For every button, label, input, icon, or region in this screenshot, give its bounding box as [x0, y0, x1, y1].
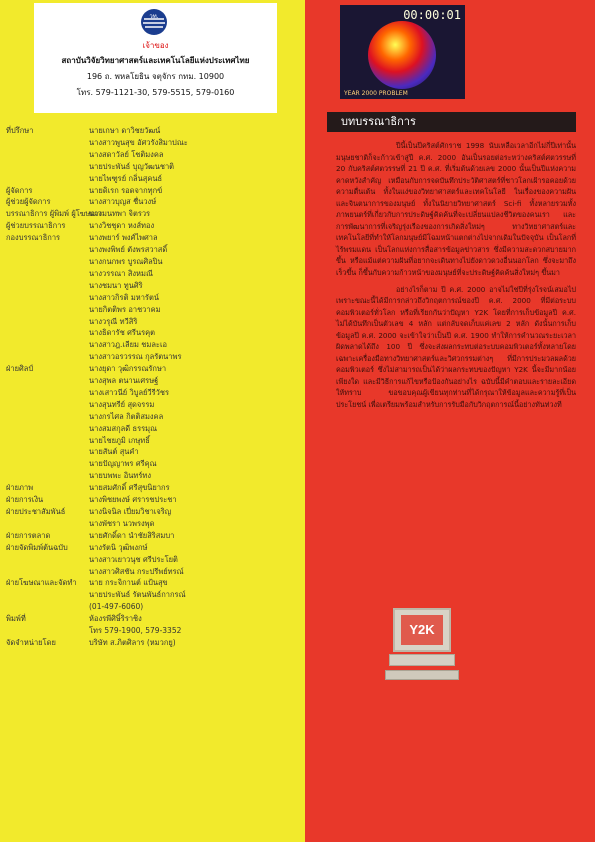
staff-name: นายสมศักดิ์ ศรีสุขนิยากร [89, 483, 170, 493]
staff-row [6, 637, 301, 649]
staff-row [6, 566, 301, 578]
staff-row [6, 387, 301, 399]
staff-row [6, 554, 301, 566]
editorial-paragraph: อย่างไรก็ตาม ปี ค.ศ. 2000 อาจไม่ใช่ปีที่รุ่งโรจน์เสมอไป เพราะขณะนี้ได้มีการกล่าวถึงวิกฤตการณ์ของปี ค.ศ. 2000 ที่มีต่อระบบคอมพิวเตอร์ทั่วโลก หรือที่เรียกกันว่าปัญหา Y2K โดยที่การเก็บข้อมูลปี ค.ศ. ไม่ได้บันทึกเป็นตัวเลข 4 หลัก แต่กลับจดเก็บแค่เลข 2 หลัก ดังนั้นการเก็บข้อมูลปี ค.ศ. 2000 จะเข้าใจว่าเป็นปี ค.ศ. 1900 ทำให้การคำนวณระยะเวลาผิดพลาดได้ถึง 100 ปี ซึ่งจะส่งผลกระทบต่อระบบคอมพิวเตอร์ทั้งหลายโดยเฉพาะเครื่องมือทางวิทยาศาสตร์และวิศวกรรมต่างๆ ที่มีการประมวลผลด้วยคอมพิวเตอร์ ซึ่งไม่สามารถเป็นได้ว่าผลกระทบของปัญหา Y2K นี้จะมีมากน้อยเพียงใด และมีวิธีการแก้ไขหรือป้องกันอย่างไร ฉบับนี้มีคำตอบและรายละเอียดให้ทราบ ขอขอบคุณผู้เขียนทุกท่านที่ได้กรุณาให้ข้อมูลและความรู้ที่เป็นประโยชน์ เพื่อเตรียมพร้อมสำหรับการรับมือกับวิกฤตการณ์นี้อย่างทันท่วงที [336, 284, 576, 410]
staff-role: ฝ่ายโฆษณาและจัดทำ [6, 578, 77, 588]
staff-row [6, 482, 301, 494]
staff-name: นางเสาวนีย์ วิบูลย์วีรีวัชร [89, 387, 170, 397]
y2k-computer-illustration [383, 604, 461, 688]
monitor-image [393, 608, 451, 652]
staff-row [6, 494, 301, 506]
staff-role [6, 161, 89, 173]
staff-name: นางสุนทรีย์ สุดจรรม [89, 399, 155, 409]
editorial-title: บทบรรณาธิการ [327, 112, 576, 132]
staff-role [6, 292, 89, 304]
staff-role [6, 387, 89, 399]
staff-role [6, 589, 89, 601]
staff-name: บริษัท ส.ภิตศิลาร (หมวกยู) [89, 637, 176, 647]
staff-role: กองบรรณาธิการ [6, 233, 61, 243]
staff-role [6, 399, 89, 411]
staff-name: นายปัญญาพร ศรีคุณ [89, 459, 157, 469]
staff-row [6, 149, 301, 161]
staff-name: นางสาวบุญส ชื่นวงษ์ [89, 197, 157, 207]
staff-row [6, 446, 301, 458]
staff-row [6, 625, 301, 637]
staff-row [6, 351, 301, 363]
timer-readout: 00:00:01 [403, 8, 461, 22]
staff-role [6, 339, 89, 351]
staff-row [6, 601, 301, 613]
staff-name: นางยุดา วุฒิกรรณรักษา [89, 364, 167, 374]
staff-name: นางวิชชุดา หงส์ทอง [89, 221, 155, 231]
staff-name: นางกนกพร บูรณศิลปิน [89, 256, 163, 266]
staff-name: นายสันต์ สุนคำ [89, 447, 139, 457]
org-phone: โทร. 579-1121-30, 579-5515, 579-0160 [76, 88, 235, 97]
staff-name: (01-497-6060) [89, 602, 144, 612]
staff-row [6, 137, 301, 149]
staff-role: ฝ่ายภาพ [6, 483, 34, 493]
staff-row [6, 613, 301, 625]
staff-role [6, 244, 89, 256]
staff-name: นางสาวพูนสุข อัศวรังสิมาปณะ [89, 137, 188, 147]
staff-role [6, 316, 89, 328]
staff-row [6, 327, 301, 339]
staff-row [6, 363, 301, 375]
staff-role [6, 351, 89, 363]
staff-role [6, 625, 89, 637]
staff-role: ฝ่ายการตลาด [6, 530, 51, 540]
staff-row [6, 458, 301, 470]
staff-role: ฝ่ายศิลป์ [6, 364, 34, 374]
staff-name: นางพิชยพงษ์ ศรารชประชา [89, 495, 177, 505]
staff-row [6, 411, 301, 423]
staff-role: ที่ปรึกษา [6, 126, 34, 135]
staff-row [6, 232, 301, 244]
staff-row [6, 435, 301, 447]
staff-role [6, 566, 89, 578]
staff-name: นางรัตนิ วุฒิพงกษ์ [89, 542, 148, 552]
staff-role: ผู้ช่วยบรรณาธิการ [6, 221, 66, 231]
staff-row [6, 256, 301, 268]
staff-name: นายกิตติพร อาชวาคม [89, 304, 161, 314]
staff-role: ผู้ช่วยผู้จัดการ [6, 197, 51, 207]
owner-label: เจ้าของ [142, 41, 169, 50]
staff-row [6, 196, 301, 208]
staff-name: นายเกษา ดาวิชยวัฒน์ [89, 126, 161, 135]
staff-row [6, 268, 301, 280]
institute-logo [140, 8, 168, 36]
photo-caption: YEAR 2000 PROBLEM [344, 90, 408, 97]
staff-row [6, 518, 301, 530]
staff-name: นายไพฑูรย์ กลิ่นสุคนธ์ [89, 173, 163, 183]
staff-role: พิมพ์ที่ [6, 614, 26, 624]
staff-row [6, 542, 301, 554]
staff-row [6, 125, 301, 137]
staff-name: นายประพันธ์ รัตนพันธ์กากรณ์ [89, 590, 186, 600]
computer-base-image [389, 654, 455, 666]
staff-role [6, 446, 89, 458]
staff-role [6, 268, 89, 280]
staff-row [6, 316, 301, 328]
staff-role [6, 518, 89, 530]
staff-role [6, 458, 89, 470]
staff-row [6, 208, 301, 220]
staff-row [6, 423, 301, 435]
staff-name: นางพยาร์ พงศ์ไพศาล [89, 233, 158, 243]
staff-name: นางสุพล ตนานเศรษฐ์ [89, 376, 159, 386]
staff-role [6, 280, 89, 292]
staff-role: ฝ่ายจัดพิมพ์ต้นฉบับ [6, 542, 68, 552]
staff-role [6, 173, 89, 185]
staff-role: บรรณาธิการ ผู้พิมพ์ ผู้โฆษณา [6, 209, 102, 219]
staff-row [6, 470, 301, 482]
staff-name: นางสมสกุลดี ธรรมุณ [89, 423, 158, 433]
staff-name: นายศักดิ์ดา นำชัยสิริสมบา [89, 530, 175, 540]
staff-name: ห้องรพีศิษิ์ริราชิง [89, 614, 142, 624]
staff-role [6, 435, 89, 447]
staff-name: นางวรรณา สิงหมณี [89, 268, 153, 278]
staff-row [6, 506, 301, 518]
staff-row [6, 577, 301, 589]
staff-name: นายบพพะ อินทร์ทง [89, 471, 152, 481]
org-name: สถาบันวิจัยวิทยาศาสตร์และเทคโนโลยีแห่งประเทศไทย [61, 56, 250, 65]
staff-name: นางสาวฎ.เลียม ชมละเอ [89, 340, 168, 350]
staff-role: ฝ่ายประชาสัมพันธ์ [6, 507, 66, 516]
staff-role [6, 149, 89, 161]
staff-name: นายดิเรก รอดจากทุกข์ [89, 185, 163, 195]
staff-row [6, 185, 301, 197]
staff-row [6, 589, 301, 601]
staff-role: ผู้จัดการ [6, 185, 33, 195]
staff-row [6, 292, 301, 304]
staff-row [6, 375, 301, 387]
logo-text: วท. [149, 13, 159, 20]
staff-row [6, 161, 301, 173]
editorial-body [336, 140, 576, 416]
staff-role [6, 375, 89, 387]
staff-role [6, 137, 89, 149]
staff-name: นาย กระจิกานต์ แป้นสุข [89, 578, 168, 588]
staff-name: นางสาวกิรติ มหารัตน์ [89, 292, 159, 302]
staff-name: นางพงพิพย์ ตังพรสวาสดิ์ [89, 245, 168, 255]
publisher-header [34, 3, 277, 113]
staff-role [6, 256, 89, 268]
staff-row [6, 530, 301, 542]
globe-image [368, 21, 436, 89]
staff-name: นางกรไศล กิตติสมงคล [89, 411, 164, 421]
staff-row [6, 399, 301, 411]
staff-name: นายประพันธ์ บุญวัฒนชาติ [89, 161, 175, 171]
staff-name: นางสาวอรวรรณ กุลรัตนาพร [89, 352, 182, 362]
staff-role [6, 601, 89, 613]
staff-row [6, 304, 301, 316]
org-address: 196 ถ. พหลโยธิน จตุจักร กทม. 10900 [86, 72, 225, 81]
editorial-paragraph: ปีนี้เป็นปีคริสต์ศักราช 1998 นับเหลือเวลาอีกไม่กี่ปีเท่านั้น มนุษยชาติก็จะก้าวเข้าสู่ปี ค.ศ. 2000 อันเป็นรอยต่อระหว่างคริสต์ศตวรรษที่ 20 กับคริสต์ศตวรรษที่ 21 ปี ค.ศ. ที่เริ่มต้นด้วยเลข 2000 นั้นเป็นปีแห่งความคาดหวังสำคัญ เหมือนกับการจดบันทึกประวัติศาสตร์ที่ชาวโลกเฝ้ารอคอยด้วยความตื่นเต้น ทั้งในแง่ของวิทยาศาสตร์และเทคโนโลยี ในเรื่องของความฝันและจินตนาการของมนุษย์ ทั้งในนิยายวิทยาศาสตร์ Sci-fi ทั้งหลายรวมทั้งภาพยนตร์ที่เกี่ยวกับการประดิษฐ์คิดค้นที่จะเปลี่ยนแปลงชีวิตของคนเรา และการพัฒนาการที่เจริญรุ่งเรืองของการเกิดสิ่งใหม่ๆ ทางวิทยาศาสตร์และเทคโนโลยีที่ทำให้โลกมนุษย์มีโฉมหน้าแตกต่างไปจากเดิมในปัจจุบัน เป็นโลกที่ไร้พรมแดน เป็นโลกแห่งการสื่อสารข้อมูลข่าวสาร ซึ่งมีความสะดวกสบายมากขึ้น หรือแม้แต่ความฝันที่อยากจะเดินทางไปยังดาวดวงอื่นนอกโลก ซึ่งจะมาถึงเร็วขึ้น ก็ขึ้นกับความก้าวหน้าของมนุษย์ที่จะประดิษฐ์คิดค้นสิ่งใหม่ๆ ขึ้นมา [336, 141, 576, 278]
staff-name: นางสาวเยาวนุช ศรีประโยติ [89, 554, 178, 564]
staff-name: นางวรุณี ทวีสิริ [89, 316, 138, 326]
staff-role: จัดจำหน่ายโดย [6, 637, 56, 647]
staff-role [6, 554, 89, 566]
staff-name: นางธิดารัช ศรีนรคุต [89, 328, 155, 338]
staff-role [6, 470, 89, 482]
staff-name: โทร 579-1900, 579-3352 [89, 626, 182, 636]
staff-role [6, 423, 89, 435]
staff-row [6, 173, 301, 185]
staff-name: นางมนทพา จิตรวร [89, 209, 151, 219]
monitor-screen-text: Y2K [401, 615, 443, 645]
staff-row [6, 244, 301, 256]
staff-role [6, 411, 89, 423]
staff-row [6, 280, 301, 292]
staff-role: ฝ่ายการเงิน [6, 495, 44, 505]
staff-name: นางชมนา ทูนศิริ [89, 280, 143, 290]
staff-role [6, 327, 89, 339]
staff-name: นางพัชรา นวพรงพุด [89, 518, 155, 528]
staff-name: นางสดาวัลย์ โชติมงคล [89, 149, 164, 159]
staff-row [6, 339, 301, 351]
year-2000-photo [340, 5, 465, 99]
staff-list [6, 125, 301, 649]
staff-name: นางสาวศิสชัน กระปรีพย์ทรณ์ [89, 566, 184, 576]
staff-role [6, 304, 89, 316]
staff-name: นางนิจนิล เปี่ยมวิชาเจริญ [89, 507, 172, 516]
staff-name: นายไชยภูมิ เกษุทธิ์ [89, 435, 150, 445]
staff-row [6, 220, 301, 232]
keyboard-image [385, 670, 459, 680]
